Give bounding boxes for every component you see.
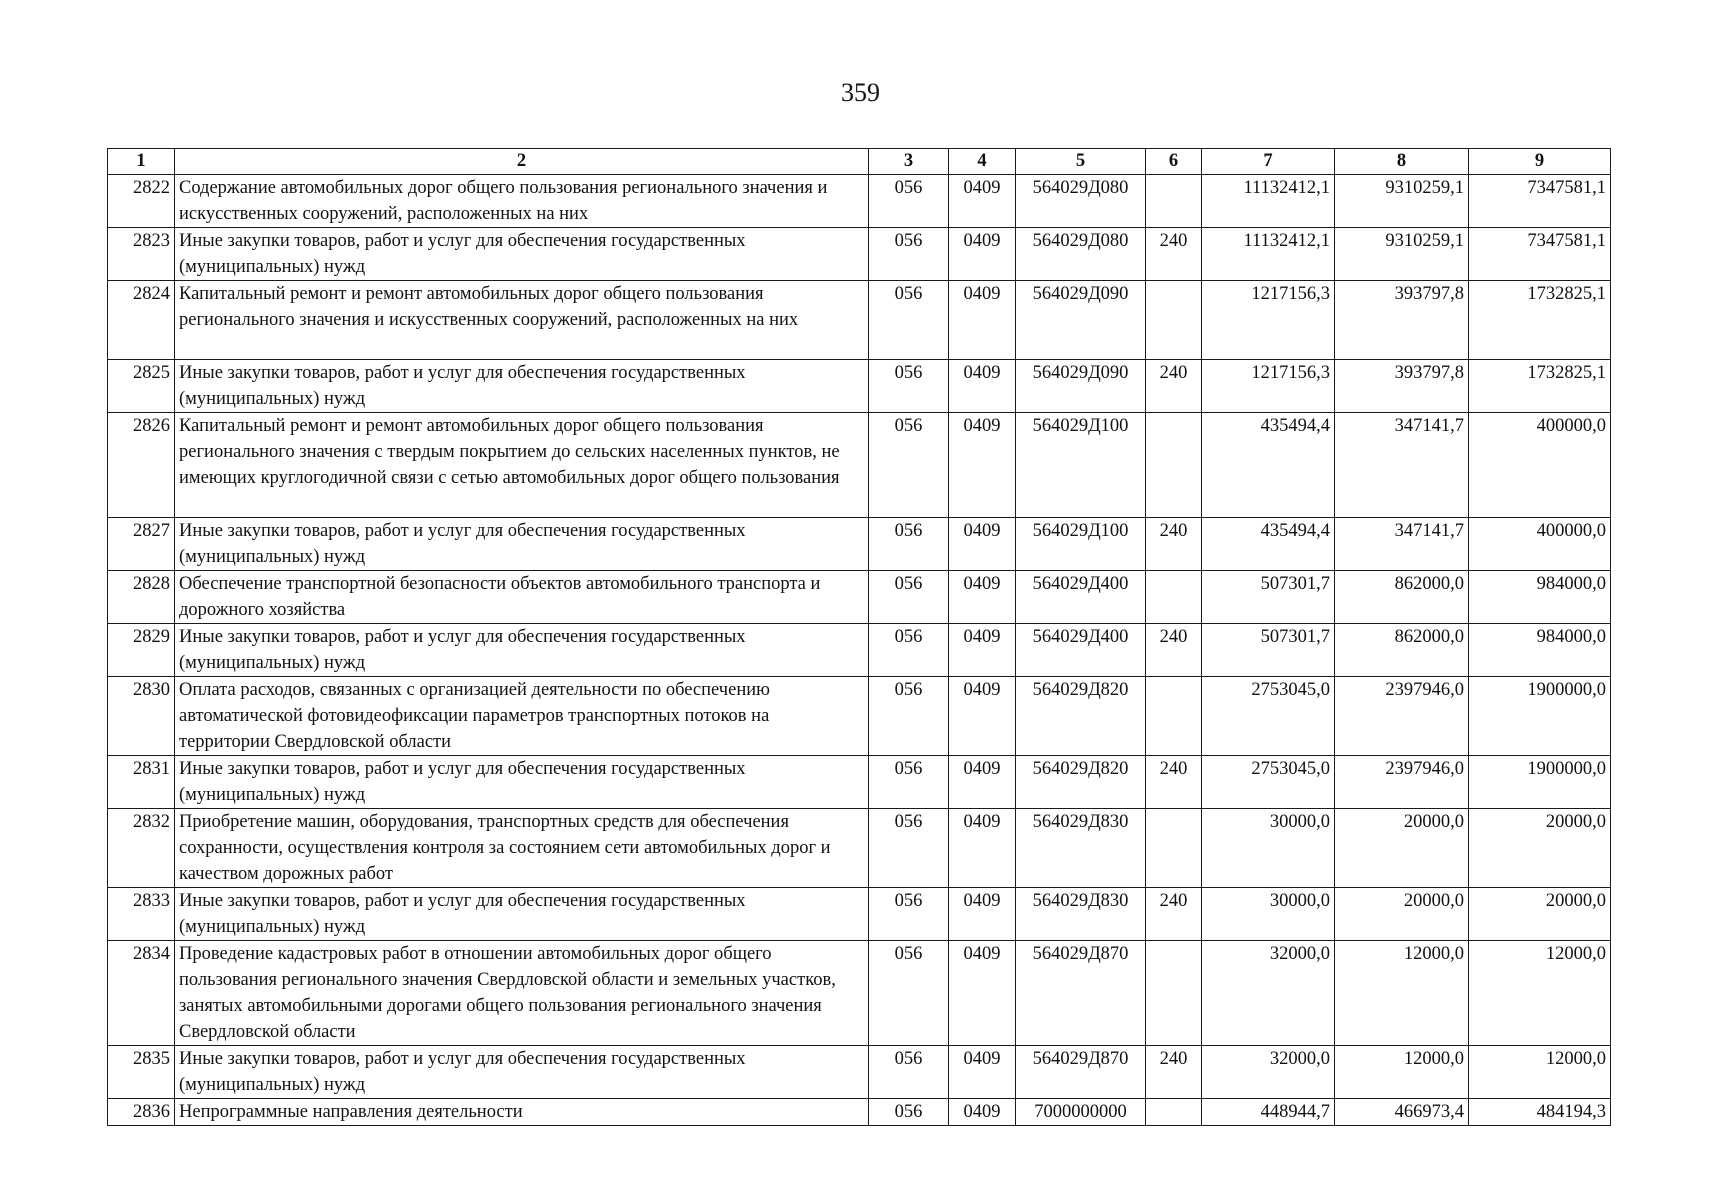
row-ministry-code: 056 [869,888,949,941]
row-number: 2832 [108,809,175,888]
column-header: 3 [869,149,949,175]
row-ministry-code: 056 [869,175,949,228]
row-section-code: 0409 [949,624,1016,677]
row-description: Иные закупки товаров, работ и услуг для обеспечения государственных (муниципальных) нужд [175,228,869,281]
row-number: 2828 [108,571,175,624]
row-amount-col7: 11132412,1 [1202,228,1335,281]
row-amount-col9: 20000,0 [1469,888,1611,941]
row-target-code: 564029Д100 [1016,413,1146,518]
row-amount-col9: 984000,0 [1469,571,1611,624]
page-number: 359 [841,78,880,107]
row-expense-type [1146,175,1202,228]
row-target-code: 564029Д090 [1016,360,1146,413]
row-number: 2826 [108,413,175,518]
column-header: 4 [949,149,1016,175]
row-ministry-code: 056 [869,518,949,571]
table-row [108,360,1611,413]
row-expense-type [1146,413,1202,518]
row-section-code: 0409 [949,809,1016,888]
row-amount-col8: 20000,0 [1335,809,1469,888]
row-amount-col7: 2753045,0 [1202,677,1335,756]
row-amount-col7: 32000,0 [1202,941,1335,1046]
row-number: 2830 [108,677,175,756]
budget-table [107,148,1611,1126]
row-amount-col9: 400000,0 [1469,518,1611,571]
row-expense-type: 240 [1146,624,1202,677]
row-amount-col8: 2397946,0 [1335,677,1469,756]
row-section-code: 0409 [949,571,1016,624]
column-header: 6 [1146,149,1202,175]
table-row [108,809,1611,888]
row-number: 2835 [108,1046,175,1099]
row-expense-type: 240 [1146,228,1202,281]
row-section-code: 0409 [949,518,1016,571]
row-number: 2834 [108,941,175,1046]
row-expense-type: 240 [1146,518,1202,571]
row-number: 2836 [108,1099,175,1126]
row-amount-col7: 32000,0 [1202,1046,1335,1099]
row-amount-col9: 7347581,1 [1469,175,1611,228]
row-expense-type: 240 [1146,888,1202,941]
row-section-code: 0409 [949,1046,1016,1099]
row-description: Непрограммные направления деятельности [175,1099,869,1126]
table-row [108,1099,1611,1126]
row-amount-col9: 984000,0 [1469,624,1611,677]
column-header: 2 [175,149,869,175]
row-amount-col8: 9310259,1 [1335,175,1469,228]
row-description: Обеспечение транспортной безопасности объектов автомобильного транспорта и дорожного хозяйства [175,571,869,624]
row-expense-type: 240 [1146,756,1202,809]
row-number: 2825 [108,360,175,413]
row-target-code: 564029Д400 [1016,571,1146,624]
row-description: Иные закупки товаров, работ и услуг для обеспечения государственных (муниципальных) нужд [175,518,869,571]
table-row [108,624,1611,677]
row-amount-col7: 30000,0 [1202,888,1335,941]
row-description: Иные закупки товаров, работ и услуг для обеспечения государственных (муниципальных) нужд [175,756,869,809]
row-amount-col8: 347141,7 [1335,518,1469,571]
row-section-code: 0409 [949,941,1016,1046]
row-section-code: 0409 [949,756,1016,809]
row-amount-col8: 347141,7 [1335,413,1469,518]
row-description: Иные закупки товаров, работ и услуг для обеспечения государственных (муниципальных) нужд [175,360,869,413]
row-amount-col8: 9310259,1 [1335,228,1469,281]
row-target-code: 564029Д090 [1016,281,1146,360]
row-amount-col8: 862000,0 [1335,571,1469,624]
row-amount-col8: 393797,8 [1335,360,1469,413]
table-row [108,175,1611,228]
table-row [108,677,1611,756]
row-amount-col7: 507301,7 [1202,624,1335,677]
row-number: 2823 [108,228,175,281]
row-description: Капитальный ремонт и ремонт автомобильных дорог общего пользования регионального значения с твердым покрытием до сельских населенных пунктов, не имеющих круглогодичной связи с сетью автомобильных дорог общего пользования [175,413,869,518]
row-amount-col8: 12000,0 [1335,1046,1469,1099]
row-number: 2829 [108,624,175,677]
row-amount-col8: 862000,0 [1335,624,1469,677]
row-amount-col7: 1217156,3 [1202,281,1335,360]
row-description: Оплата расходов, связанных с организацией деятельности по обеспечению автоматической фотовидеофиксации параметров транспортных потоков на территории Свердловской области [175,677,869,756]
table-row [108,756,1611,809]
row-number: 2833 [108,888,175,941]
column-header: 9 [1469,149,1611,175]
row-section-code: 0409 [949,281,1016,360]
row-expense-type [1146,677,1202,756]
row-amount-col7: 11132412,1 [1202,175,1335,228]
row-amount-col9: 400000,0 [1469,413,1611,518]
row-section-code: 0409 [949,1099,1016,1126]
row-description: Капитальный ремонт и ремонт автомобильных дорог общего пользования регионального значения и искусственных сооружений, расположенных на них [175,281,869,360]
row-amount-col8: 393797,8 [1335,281,1469,360]
table-row [108,571,1611,624]
row-target-code: 564029Д080 [1016,175,1146,228]
row-amount-col9: 7347581,1 [1469,228,1611,281]
row-ministry-code: 056 [869,281,949,360]
table-row [108,413,1611,518]
header-row [108,149,1611,175]
row-amount-col9: 12000,0 [1469,1046,1611,1099]
table-row [108,228,1611,281]
row-amount-col7: 2753045,0 [1202,756,1335,809]
row-ministry-code: 056 [869,360,949,413]
row-section-code: 0409 [949,413,1016,518]
row-description: Приобретение машин, оборудования, транспортных средств для обеспечения сохранности, осуществления контроля за состоянием сети автомобильных дорог и качеством дорожных работ [175,809,869,888]
row-expense-type [1146,941,1202,1046]
table-row [108,518,1611,571]
row-amount-col7: 448944,7 [1202,1099,1335,1126]
row-amount-col8: 2397946,0 [1335,756,1469,809]
row-number: 2824 [108,281,175,360]
row-target-code: 564029Д820 [1016,756,1146,809]
row-amount-col7: 435494,4 [1202,413,1335,518]
row-expense-type [1146,571,1202,624]
row-number: 2831 [108,756,175,809]
table-row [108,281,1611,360]
row-amount-col9: 484194,3 [1469,1099,1611,1126]
row-amount-col9: 1732825,1 [1469,281,1611,360]
row-target-code: 564029Д870 [1016,941,1146,1046]
row-target-code: 564029Д820 [1016,677,1146,756]
row-ministry-code: 056 [869,413,949,518]
row-target-code: 564029Д100 [1016,518,1146,571]
row-ministry-code: 056 [869,756,949,809]
row-ministry-code: 056 [869,809,949,888]
row-target-code: 564029Д400 [1016,624,1146,677]
row-number: 2822 [108,175,175,228]
column-header: 8 [1335,149,1469,175]
row-amount-col7: 435494,4 [1202,518,1335,571]
row-section-code: 0409 [949,360,1016,413]
row-ministry-code: 056 [869,624,949,677]
row-amount-col8: 20000,0 [1335,888,1469,941]
row-section-code: 0409 [949,888,1016,941]
column-header: 5 [1016,149,1146,175]
row-target-code: 7000000000 [1016,1099,1146,1126]
row-description: Содержание автомобильных дорог общего пользования регионального значения и искусственных сооружений, расположенных на них [175,175,869,228]
row-amount-col9: 20000,0 [1469,809,1611,888]
table-row [108,888,1611,941]
column-header: 7 [1202,149,1335,175]
row-target-code: 564029Д080 [1016,228,1146,281]
table-row [108,941,1611,1046]
row-amount-col7: 1217156,3 [1202,360,1335,413]
row-ministry-code: 056 [869,571,949,624]
table-row [108,1046,1611,1099]
row-ministry-code: 056 [869,228,949,281]
row-ministry-code: 056 [869,1046,949,1099]
row-target-code: 564029Д870 [1016,1046,1146,1099]
row-section-code: 0409 [949,677,1016,756]
row-target-code: 564029Д830 [1016,809,1146,888]
row-ministry-code: 056 [869,677,949,756]
row-amount-col8: 12000,0 [1335,941,1469,1046]
row-expense-type: 240 [1146,1046,1202,1099]
row-amount-col7: 30000,0 [1202,809,1335,888]
row-ministry-code: 056 [869,941,949,1046]
row-amount-col9: 1900000,0 [1469,756,1611,809]
row-description: Иные закупки товаров, работ и услуг для обеспечения государственных (муниципальных) нужд [175,888,869,941]
row-amount-col9: 12000,0 [1469,941,1611,1046]
row-ministry-code: 056 [869,1099,949,1126]
row-amount-col7: 507301,7 [1202,571,1335,624]
column-header: 1 [108,149,175,175]
row-expense-type [1146,809,1202,888]
row-number: 2827 [108,518,175,571]
row-description: Иные закупки товаров, работ и услуг для обеспечения государственных (муниципальных) нужд [175,624,869,677]
row-expense-type [1146,281,1202,360]
row-target-code: 564029Д830 [1016,888,1146,941]
row-expense-type [1146,1099,1202,1126]
row-description: Иные закупки товаров, работ и услуг для обеспечения государственных (муниципальных) нужд [175,1046,869,1099]
row-amount-col9: 1900000,0 [1469,677,1611,756]
row-section-code: 0409 [949,175,1016,228]
row-description: Проведение кадастровых работ в отношении автомобильных дорог общего пользования регионального значения Свердловской области и земельных участков, занятых автомобильными дорогами общего пользования регионального значения Свердловской области [175,941,869,1046]
row-amount-col9: 1732825,1 [1469,360,1611,413]
row-expense-type: 240 [1146,360,1202,413]
row-amount-col8: 466973,4 [1335,1099,1469,1126]
row-section-code: 0409 [949,228,1016,281]
